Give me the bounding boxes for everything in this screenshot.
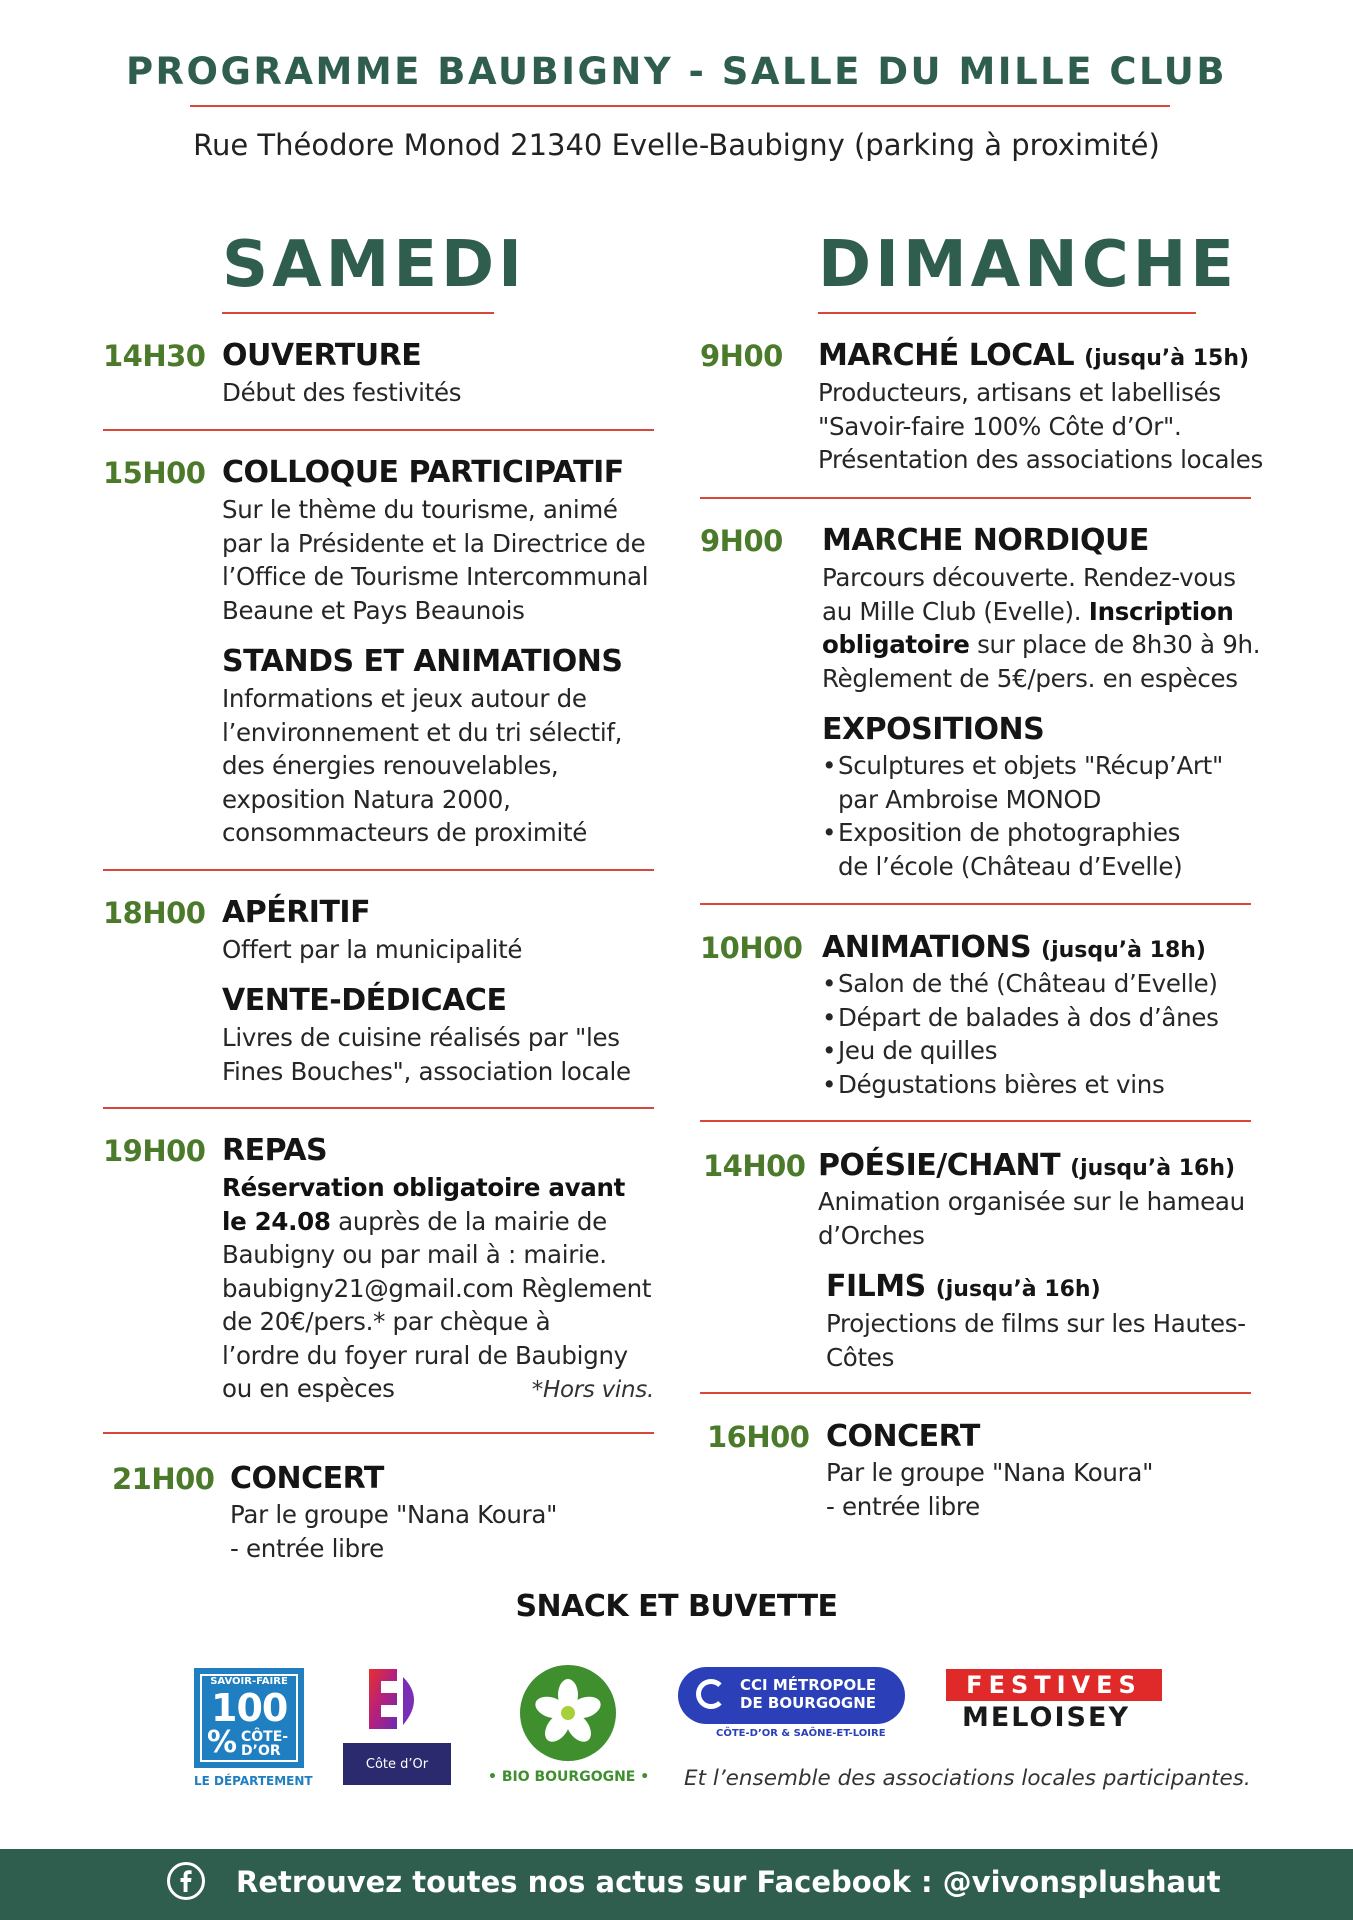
savoir-faire-logo-caption: LE DÉPARTEMENT <box>194 1774 313 1788</box>
section-divider <box>103 1107 654 1109</box>
facebook-link[interactable]: Retrouvez toutes nos actus sur Facebook : @vivonsplushaut <box>236 1865 1221 1899</box>
section-divider <box>103 1432 654 1434</box>
event-desc-vente-dedicace: Livres de cuisine réalisés par "les Fines Bouches", association locale <box>222 1023 631 1086</box>
bio-bourgogne-logo <box>520 1665 616 1761</box>
cote-dor-logo: Côte d’Or <box>343 1667 451 1785</box>
bio-bourgogne-caption: • BIO BOURGOGNE • <box>488 1769 650 1785</box>
event-desc-films: Projections de films sur les Hautes- Côtes <box>826 1309 1246 1372</box>
event-desc-aperitif: Offert par la municipalité <box>222 935 523 964</box>
event-time: 18H00 <box>103 896 206 930</box>
event-time: 14H30 <box>103 339 206 373</box>
festives-logo: FESTIVES <box>946 1669 1162 1701</box>
event-desc-marche-nordique: Parcours découverte. Rendez-vous au Mille Club (Evelle). Inscription obligatoire sur place de 8h30 à 9h. Règlement de 5€/pers. en espèces <box>822 563 1261 693</box>
list-item: • Salon de thé (Château d’Evelle) <box>822 967 1219 1001</box>
event-desc-stands: Informations et jeux autour de l’environnement et du tri sélectif, des énergies renouvelables, exposition Natura 2000, consommacteurs de proximité <box>222 684 623 847</box>
cci-mark-icon <box>696 1679 726 1709</box>
event-time: 21H00 <box>112 1462 215 1496</box>
event-desc-repas: Réservation obligatoire avant le 24.08 auprès de la mairie de Baubigny ou par mail à : mairie. baubigny21@gmail.com Règlement de 20€/pers.* par chèque à l’ordre du foyer rural de Baubigny ou en espèces *Hors vins. <box>222 1171 654 1406</box>
day-divider-sunday <box>818 312 1196 314</box>
list-item: • Dégustations bières et vins <box>822 1068 1219 1102</box>
event-desc-poesie-chant: Animation organisée sur le hameau d’Orches <box>818 1187 1245 1250</box>
day-heading-sunday: DIMANCHE <box>818 228 1238 302</box>
credits-note: Et l’ensemble des associations locales participantes. <box>684 1766 1251 1791</box>
event-time: 15H00 <box>103 456 206 490</box>
section-divider <box>700 497 1251 499</box>
event-title-marche-local: MARCHÉ LOCAL (jusqu’à 15h) <box>818 338 1250 373</box>
venue-address: Rue Théodore Monod 21340 Evelle-Baubigny (parking à proximité) <box>193 128 1160 162</box>
day-heading-saturday: SAMEDI <box>222 228 526 302</box>
section-divider <box>103 429 654 431</box>
header-divider <box>190 105 1170 107</box>
day-divider-saturday <box>222 312 494 314</box>
page-title: PROGRAMME BAUBIGNY - SALLE DU MILLE CLUB <box>125 50 1228 93</box>
savoir-faire-logo: SAVOIR-FAIRE 100 % CÔTE- D’OR <box>194 1668 304 1768</box>
list-item: • Jeu de quilles <box>822 1034 1219 1068</box>
event-desc-expositions <box>822 749 1223 883</box>
event-time: 19H00 <box>103 1134 206 1168</box>
section-divider <box>700 1120 1251 1122</box>
event-title-concert-saturday: CONCERT <box>230 1461 384 1496</box>
event-title-vente-dedicace: VENTE-DÉDICACE <box>222 983 507 1018</box>
event-title-repas: REPAS <box>222 1133 328 1168</box>
event-desc-concert-sunday: Par le groupe "Nana Koura" - entrée libre <box>826 1458 1154 1521</box>
event-title-aperitif: APÉRITIF <box>222 895 371 930</box>
flower-icon <box>520 1665 616 1761</box>
event-title-concert-sunday: CONCERT <box>826 1419 980 1454</box>
event-desc-animations <box>822 967 1219 1101</box>
cci-caption: CÔTE-D’OR & SAÔNE-ET-LOIRE <box>716 1728 886 1739</box>
festives-logo-meloisey: MELOISEY <box>962 1702 1130 1733</box>
event-title-stands: STANDS ET ANIMATIONS <box>222 644 623 679</box>
footnote-hors-vins: *Hors vins. <box>531 1377 654 1403</box>
event-time: 14H00 <box>703 1149 806 1183</box>
list-item: • Exposition de photographies de l’école (Château d’Evelle) <box>822 816 1223 883</box>
section-divider <box>700 903 1251 905</box>
event-time: 9H00 <box>700 339 783 373</box>
event-title-colloque: COLLOQUE PARTICIPATIF <box>222 455 624 490</box>
facebook-icon[interactable] <box>167 1862 205 1900</box>
section-divider <box>103 869 654 871</box>
event-time: 16H00 <box>707 1420 810 1454</box>
event-title-animations: ANIMATIONS (jusqu’à 18h) <box>822 930 1206 965</box>
snack-bar-label: SNACK ET BUVETTE <box>515 1589 838 1624</box>
event-desc-concert-saturday: Par le groupe "Nana Koura" - entrée libre <box>230 1500 558 1563</box>
cci-logo: CCI MÉTROPOLE DE BOURGOGNE <box>678 1667 905 1724</box>
list-item: • Sculptures et objets "Récup’Art" par Ambroise MONOD <box>822 749 1223 816</box>
event-title-expositions: EXPOSITIONS <box>822 712 1045 747</box>
event-time: 10H00 <box>700 931 803 965</box>
event-desc-colloque: Sur le thème du tourisme, animé par la Présidente et la Directrice de l’Office de Tourisme Intercommunal Beaune et Pays Beaunois <box>222 495 649 625</box>
event-desc-ouverture: Début des festivités <box>222 378 462 407</box>
event-title-ouverture: OUVERTURE <box>222 338 422 373</box>
section-divider <box>700 1392 1251 1394</box>
event-title-films: FILMS (jusqu’à 16h) <box>826 1269 1101 1304</box>
event-title-poesie-chant: POÉSIE/CHANT (jusqu’à 16h) <box>818 1148 1236 1183</box>
list-item: • Départ de balades à dos d’ânes <box>822 1001 1219 1035</box>
event-time: 9H00 <box>700 524 783 558</box>
event-desc-marche-local: Producteurs, artisans et labellisés "Savoir-faire 100% Côte d’Or". Présentation des associations locales <box>818 378 1263 474</box>
event-title-marche-nordique: MARCHE NORDIQUE <box>822 523 1149 558</box>
